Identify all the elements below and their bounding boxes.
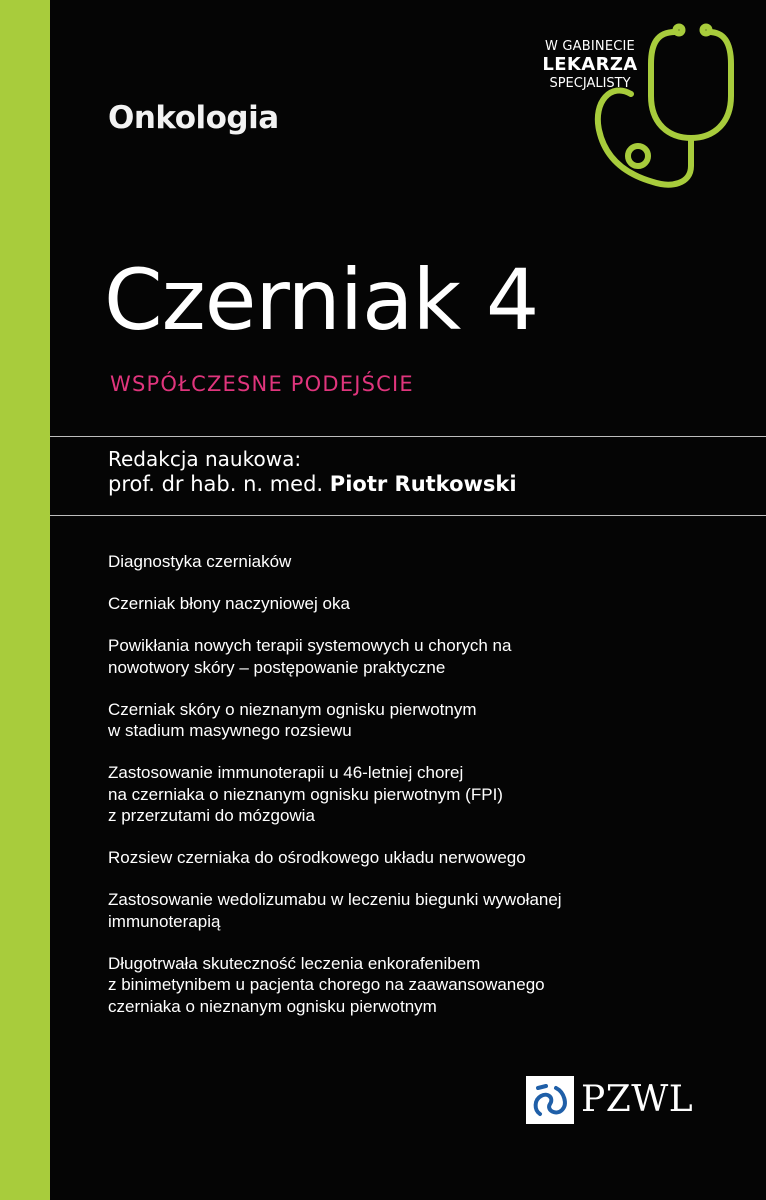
topics-list (108, 551, 748, 1038)
topic-item: Diagnostyka czerniaków (108, 552, 292, 571)
series-title: Onkologia (108, 100, 279, 136)
editor-line (108, 474, 517, 495)
badge-line-2: LEKARZA (542, 54, 638, 75)
publisher-block (526, 1076, 693, 1124)
topic-item: Długotrwała skuteczność leczenia enkorafenibem z binimetynibem u pacjenta chorego na zaawansowanego czerniaka o nieznanym ognisku pierwotnym (108, 953, 545, 1016)
badge-line-3: SPECJALISTY (549, 76, 631, 91)
publisher-name: PZWL (581, 1079, 694, 1120)
editor-label: Redakcja naukowa: (108, 447, 302, 471)
topic-item: Rozsiew czerniaka do ośrodkowego układu nerwowego (108, 848, 526, 867)
topic-item: Czerniak błony naczyniowej oka (108, 594, 350, 613)
stethoscope-icon (585, 18, 745, 193)
divider-bottom (50, 515, 766, 516)
book-title: Czerniak 4 (104, 251, 539, 349)
divider-top (50, 436, 766, 437)
pzwl-logo-icon (526, 1076, 574, 1124)
editor-prefix: prof. dr hab. n. med. (108, 472, 330, 496)
green-side-stripe (0, 0, 50, 1200)
topic-item: Czerniak skóry o nieznanym ognisku pierwotnym w stadium masywnego rozsiewu (108, 699, 477, 740)
topic-item: Zastosowanie immunoterapii u 46-letniej chorej na czerniaka o nieznanym ognisku pierwotnym (FPI) z przerzutami do mózgowia (108, 763, 503, 825)
book-subtitle: WSPÓŁCZESNE PODEJŚCIE (110, 372, 414, 396)
topic-item: Powikłania nowych terapii systemowych u chorych na nowotwory skóry – postępowanie praktyczne (108, 636, 512, 677)
topic-item: Zastosowanie wedolizumabu w leczeniu biegunki wywołanej immunoterapią (108, 890, 562, 931)
badge-line-1: W GABINECIE (545, 39, 635, 54)
editor-name: Piotr Rutkowski (329, 472, 517, 496)
